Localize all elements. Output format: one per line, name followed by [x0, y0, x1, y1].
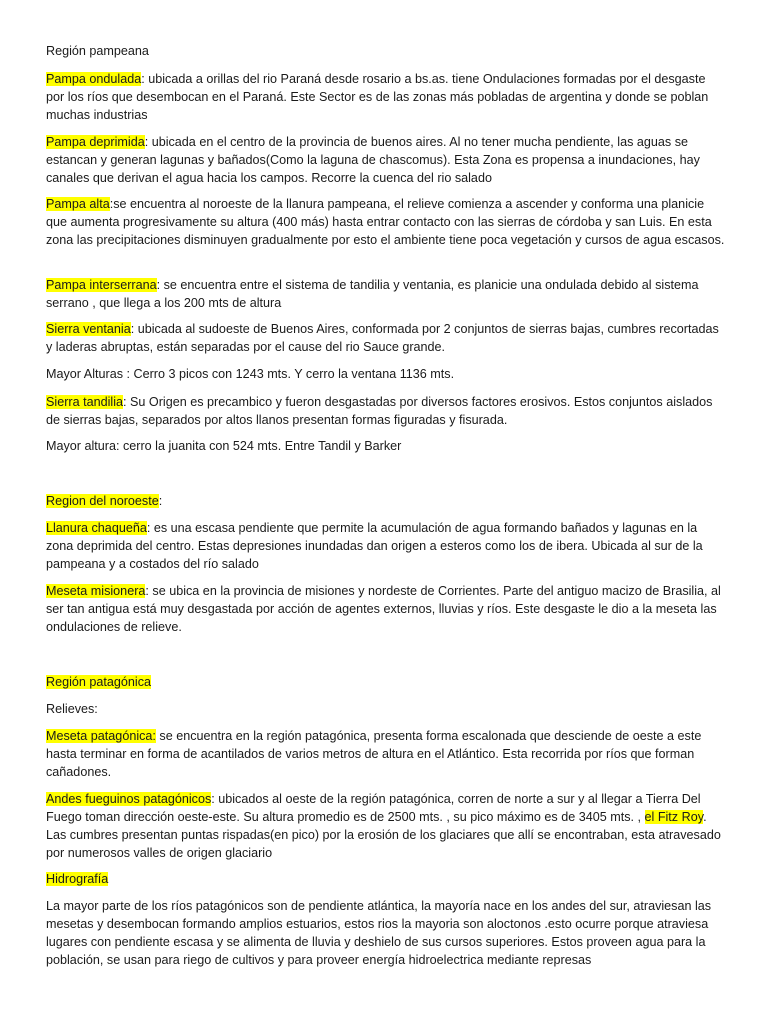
highlight-term: el Fitz Roy — [644, 810, 704, 824]
highlight-term: Llanura chaqueña — [46, 521, 147, 535]
highlight-term: Región patagónica — [46, 675, 152, 689]
paragraph-llanura-chaquena — [46, 519, 726, 573]
paragraph-text: : ubicada al sudoeste de Buenos Aires, conformada por 2 conjuntos de sierras bajas, cumbres recortadas y laderas abruptas, están separadas por el cause del rio Sauce grande. — [46, 322, 719, 354]
paragraph-text: . Las cumbres presentan puntas rispadas(en pico) por la erosión de los glaciares que allí se encontraban, esta atravesado por numerosos valles de origen glaciario — [46, 810, 721, 860]
highlight-term: Sierra tandilia — [46, 395, 124, 409]
paragraph-text: : ubicada a orillas del rio Paraná desde rosario a bs.as. tiene Ondulaciones formadas por el desgaste por los ríos que desembocan en el Paraná. Este Sector es de las zonas más pobladas de argentina y donde se poblan muchas industrias — [46, 72, 709, 122]
paragraph-pampa-ondulada — [46, 70, 726, 124]
section-title-hidrografia — [46, 870, 726, 888]
highlight-term: Sierra ventania — [46, 322, 131, 336]
section-title-noroeste — [46, 492, 726, 510]
paragraph-mayor-alturas: Mayor Alturas : Cerro 3 picos con 1243 mts. Y cerro la ventana 1136 mts. — [46, 367, 455, 381]
highlight-term: Pampa alta — [46, 197, 110, 211]
highlight-term: Meseta misionera — [46, 584, 146, 598]
paragraph-meseta-misionera — [46, 582, 726, 636]
paragraph-mayor-altura: Mayor altura: cerro la juanita con 524 mts. Entre Tandil y Barker — [46, 439, 402, 453]
paragraph-text: : — [158, 494, 163, 508]
paragraph-text: : se ubica en la provincia de misiones y nordeste de Corrientes. Parte del antiguo macizo de Brasilia, al ser tan antigua está muy desgastada por acción de agentes externos, lluvias y ríos. Este desgaste le dio a la meseta las ondulaciones de relieve. — [46, 584, 721, 634]
paragraph-sierra-tandilia — [46, 393, 726, 429]
paragraph-hidrografia: La mayor parte de los ríos patagónicos son de pendiente atlántica, la mayoría nace en los andes del sur, atraviesan las mesetas y desembocan formando amplios estuarios, estos rios la mayoria son aloctonos .esto ocurre porque atraviesa lugares con pendiente escasa y se alimenta de lluvia y deshielo de sus cursos superiores. Estos proveen agua para la población, se usan para riego de cultivos y para proveer energía hidroelectrica mediante represas — [46, 899, 712, 967]
paragraph-text: : se encuentra entre el sistema de tandilia y ventania, es planicie una ondulada debido al sistema serrano , que llega a los 200 mts de altura — [46, 278, 699, 310]
paragraph-pampa-interserrana — [46, 276, 726, 312]
highlight-term: Pampa ondulada — [46, 72, 142, 86]
highlight-term: Andes fueguinos patagónicos — [46, 792, 212, 806]
paragraph-text: : ubicada en el centro de la provincia de buenos aires. Al no tener mucha pendiente, las aguas se estancan y generan lagunas y bañados(Como la laguna de chascomus). Esta Zona es propensa a inundaciones, hay canales que derivan el agua hacia los campos. Recorre la cuenca del rio salado — [46, 135, 700, 185]
paragraph-sierra-ventania — [46, 320, 726, 356]
highlight-term: Pampa deprimida — [46, 135, 145, 149]
highlight-term: Hidrografía — [46, 872, 109, 886]
section-title-patagonica — [46, 673, 726, 691]
highlight-term: Region del noroeste — [46, 494, 159, 508]
paragraph-text: : ubicados al oeste de la región patagónica, corren de norte a sur y al llegar a Tierra Del Fuego toman dirección oeste-este. Su altura promedio es de 2500 mts. , su pico máximo es de 3405 mts. , — [46, 792, 701, 824]
highlight-term: Meseta patagónica: — [46, 729, 156, 743]
paragraph-relieves: Relieves: — [46, 702, 98, 716]
paragraph-pampa-alta — [46, 195, 726, 249]
paragraph-text: :se encuentra al noroeste de la llanura pampeana, el relieve comienza a ascender y conforma una planicie que aumenta progresivamente su altura (400 más) hasta entrar contacto con las sierras de córdoba y san Luis. En esta zona las precipitaciones disminuyen gradualmente por esto el ambiente tiene poca vegetación y cursos de agua escasos. — [46, 197, 725, 247]
paragraph-text: se encuentra en la región patagónica, presenta forma escalonada que desciende de oeste a este hasta terminar en forma de acantilados de varios metros de altura en el Atlántico. Esta recorrida por ríos que forman cañadones. — [46, 729, 702, 779]
highlight-term: Pampa interserrana — [46, 278, 157, 292]
section-title-pampeana: Región pampeana — [46, 44, 149, 58]
paragraph-pampa-deprimida — [46, 133, 726, 187]
paragraph-text: : Su Origen es precambico y fueron desgastadas por diversos factores erosivos. Estos conjuntos aislados de sierras bajas, separados por altos llanos presentan formas figuradas y fisurada. — [46, 395, 713, 427]
paragraph-meseta-patagonica — [46, 727, 726, 781]
paragraph-andes-fueguinos — [46, 790, 726, 862]
paragraph-text: : es una escasa pendiente que permite la acumulación de agua formando bañados y lagunas en la zona deprimida del centro. Estas depresiones inundadas dan origen a esteros como los de ibera. Ubicada al sur de la pampeana y a costados del río salado — [46, 521, 703, 571]
